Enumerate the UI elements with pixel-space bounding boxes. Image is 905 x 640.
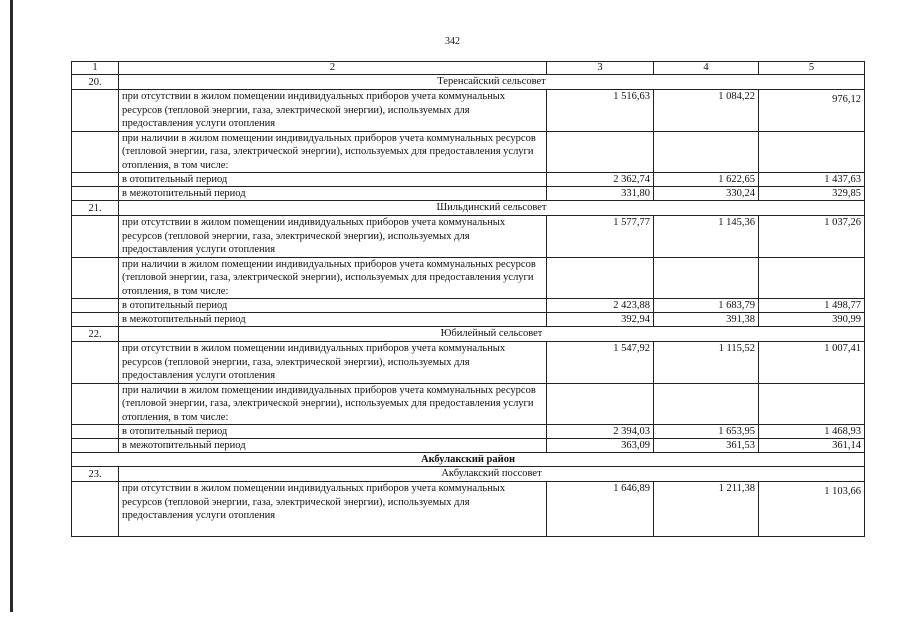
- value-cell: 329,85: [759, 187, 865, 201]
- section-title: Теренсайский сельсовет: [119, 75, 865, 90]
- column-header: 3: [547, 62, 654, 75]
- value-cell: 391,38: [654, 313, 759, 327]
- row-description: при наличии в жилом помещении индивидуальных приборов учета коммунальных ресурсов (тепловой энергии, газа, электрической энергии), используемых для предоставления услуги отопления, в том числе:: [119, 257, 547, 299]
- row-description: в межотопительный период: [119, 439, 547, 453]
- value-cell: 1 468,93: [759, 425, 865, 439]
- section-row: [72, 201, 865, 216]
- district-row: [72, 453, 865, 467]
- value-cell: 2 362,74: [547, 173, 654, 187]
- row-description: в отопительный период: [119, 425, 547, 439]
- section-title: Юбилейный сельсовет: [119, 327, 865, 342]
- value-cell: 1 211,38: [654, 482, 759, 537]
- district-title: Акбулакский район: [72, 453, 865, 467]
- scan-edge-line: [10, 0, 13, 612]
- table-row: [72, 257, 865, 299]
- value-cell: 330,24: [654, 187, 759, 201]
- table-row: [72, 90, 865, 132]
- table-row: [72, 173, 865, 187]
- section-row: [72, 75, 865, 90]
- row-description: при отсутствии в жилом помещении индивидуальных приборов учета коммунальных ресурсов (тепловой энергии, газа, электрической энергии), используемых для предоставления услуги отопления: [119, 216, 547, 258]
- tariff-table: [71, 61, 865, 537]
- value-cell: 1 683,79: [654, 299, 759, 313]
- table-row: [72, 425, 865, 439]
- value-cell: 2 423,88: [547, 299, 654, 313]
- value-cell: 1 007,41: [759, 342, 865, 384]
- value-cell: 1 646,89: [547, 482, 654, 537]
- value-cell: 1 084,22: [654, 90, 759, 132]
- row-description: при наличии в жилом помещении индивидуальных приборов учета коммунальных ресурсов (тепловой энергии, газа, электрической энергии), используемых для предоставления услуги отопления, в том числе:: [119, 383, 547, 425]
- table-row: [72, 216, 865, 258]
- value-cell: 392,94: [547, 313, 654, 327]
- value-cell: 1 037,26: [759, 216, 865, 258]
- row-number: 21.: [72, 201, 119, 216]
- column-header: 2: [119, 62, 547, 75]
- value-cell: 1 115,52: [654, 342, 759, 384]
- section-title: Акбулакский поссовет: [119, 467, 865, 482]
- value-cell: 1 516,63: [547, 90, 654, 132]
- row-description: в отопительный период: [119, 299, 547, 313]
- table-row: [72, 187, 865, 201]
- row-number: 23.: [72, 467, 119, 482]
- section-row: [72, 467, 865, 482]
- column-header: 5: [759, 62, 865, 75]
- row-description: при отсутствии в жилом помещении индивидуальных приборов учета коммунальных ресурсов (тепловой энергии, газа, электрической энергии), используемых для предоставления услуги отопления: [119, 342, 547, 384]
- value-cell: 976,12: [759, 90, 865, 132]
- row-description: в межотопительный период: [119, 187, 547, 201]
- value-cell: 1 437,63: [759, 173, 865, 187]
- section-title: Шильдинский сельсовет: [119, 201, 865, 216]
- value-cell: 1 498,77: [759, 299, 865, 313]
- value-cell: 1 577,77: [547, 216, 654, 258]
- row-description: при отсутствии в жилом помещении индивидуальных приборов учета коммунальных ресурсов (тепловой энергии, газа, электрической энергии), используемых для предоставления услуги отопления: [119, 90, 547, 132]
- table-row: [72, 383, 865, 425]
- table-row: [72, 131, 865, 173]
- page-number: 342: [445, 36, 460, 47]
- value-cell: 361,53: [654, 439, 759, 453]
- value-cell: 390,99: [759, 313, 865, 327]
- value-cell: 1 145,36: [654, 216, 759, 258]
- row-number: 22.: [72, 327, 119, 342]
- row-description: при наличии в жилом помещении индивидуальных приборов учета коммунальных ресурсов (тепловой энергии, газа, электрической энергии), используемых для предоставления услуги отопления, в том числе:: [119, 131, 547, 173]
- table-row: [72, 299, 865, 313]
- value-cell: 331,80: [547, 187, 654, 201]
- value-cell: 1 103,66: [759, 482, 865, 537]
- table-row: [72, 482, 865, 537]
- value-cell: 1 547,92: [547, 342, 654, 384]
- column-header: 1: [72, 62, 119, 75]
- table-header-row: [72, 62, 865, 75]
- value-cell: 1 653,95: [654, 425, 759, 439]
- value-cell: 1 622,65: [654, 173, 759, 187]
- table-row: [72, 313, 865, 327]
- row-description: при отсутствии в жилом помещении индивидуальных приборов учета коммунальных ресурсов (тепловой энергии, газа, электрической энергии), используемых для предоставления услуги отопления: [119, 482, 547, 537]
- value-cell: 363,09: [547, 439, 654, 453]
- value-cell: 2 394,03: [547, 425, 654, 439]
- row-description: в отопительный период: [119, 173, 547, 187]
- row-number: 20.: [72, 75, 119, 90]
- table-row: [72, 342, 865, 384]
- table-row: [72, 439, 865, 453]
- section-row: [72, 327, 865, 342]
- value-cell: 361,14: [759, 439, 865, 453]
- row-description: в межотопительный период: [119, 313, 547, 327]
- column-header: 4: [654, 62, 759, 75]
